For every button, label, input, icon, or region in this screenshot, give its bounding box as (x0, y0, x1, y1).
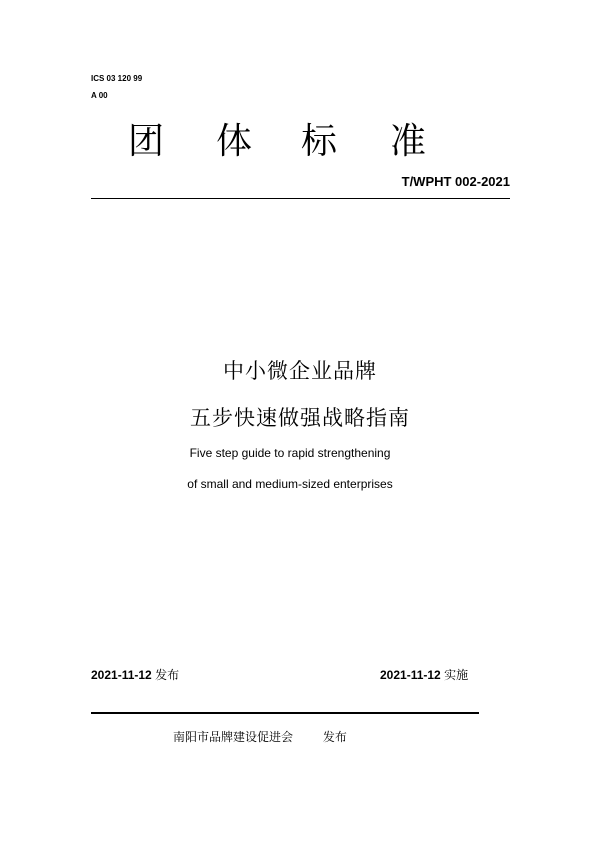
implement-date-block (380, 666, 468, 683)
issue-date-block (91, 666, 179, 683)
doc-type-char: 体 (216, 121, 253, 162)
doc-type-char: 团 (128, 121, 165, 162)
english-title-line-1: Five step guide to rapid strengthening (189, 446, 391, 460)
chinese-title-line-2: 五步快速做强战略指南 (190, 406, 410, 430)
english-title-line-2: of small and medium-sized enterprises (187, 477, 393, 491)
implement-date: 2021-11-12 (380, 668, 441, 682)
publisher-line (173, 728, 347, 745)
doc-type-char: 标 (301, 121, 338, 162)
issue-label: 发布 (155, 668, 180, 682)
standard-number: T/WPHT 002-2021 (401, 174, 510, 189)
chinese-title-line-1: 中小微企业品牌 (223, 359, 377, 383)
doc-type-char: 准 (390, 121, 427, 162)
publish-label: 发布 (322, 730, 347, 744)
ics-code: ICS 03 120 99 (91, 74, 143, 83)
implement-label: 实施 (444, 668, 469, 682)
issue-date: 2021-11-12 (91, 668, 152, 682)
header-divider (91, 198, 510, 199)
publisher-name: 南阳市品牌建设促进会 (173, 730, 294, 744)
ccs-code: A 00 (91, 91, 108, 100)
footer-divider (91, 712, 479, 714)
